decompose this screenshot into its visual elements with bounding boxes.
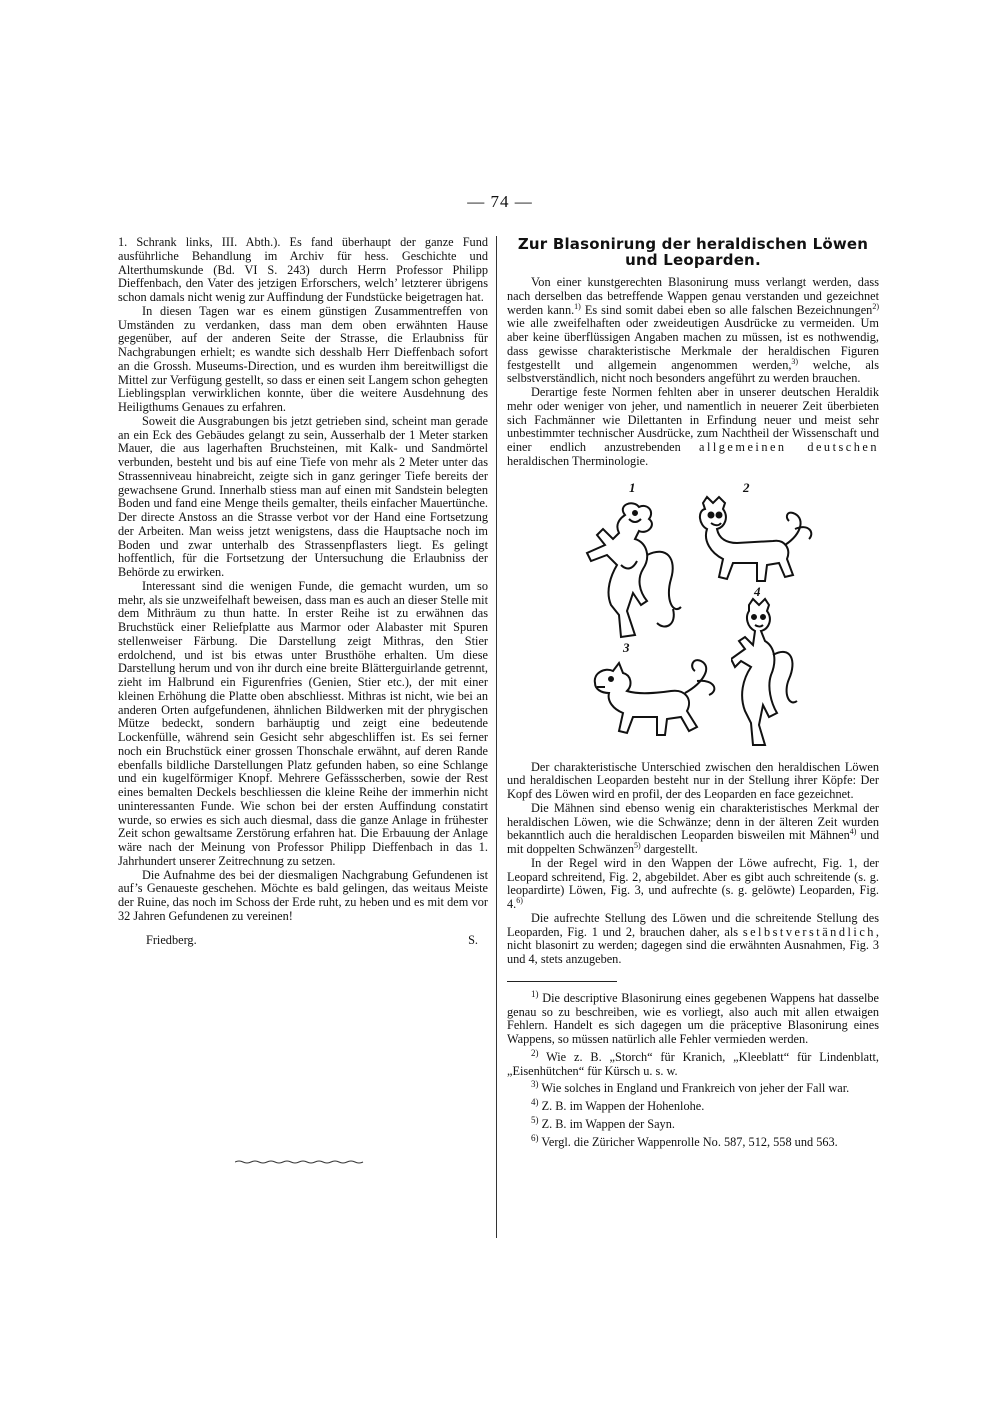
left-column [118,236,488,947]
left-paragraph-1: 1. Schrank links, III. Abth.). Es fand überhaupt der ganze Fund ausführliche Behandlung im Archiv für hess. Geschichte und Alterthumskunde (Bd. VI S. 243) durch Herrn Professor Philipp Dieffenbach, den Vater des jetzigen Erforschers, welch’ letzterer übrigens schon damals nicht wenig zur Auffindung der Fundstücke beigetragen hat. [118,235,488,304]
right-paragraph-1: Von einer kunstgerechten Blasonirung muss verlangt werden, dass nach derselben das betreffende Wappen genau verstanden und gezeichnet werden kann.$^{1)}$ Es sind somit dabei eben so alle falschen Bezeichnungen$^{2)}$ wie alle zweifelhaften oder zweideutigen Ausdrücke zu vermeiden. Um aber keine überflüssigen Angaben machen zu müssen, ist es nothwendig, dass gewisse charakteristische Merkmale der heraldischen Figuren festgestellt und allgemein angenommen werden,$^{3)}$ welche, als selbstverständlich, nicht noch besonders angeführt zu werden brauchen. [507,275,879,386]
right-paragraph-3: Der charakteristische Unterschied zwischen den heraldischen Löwen und heraldischen Leoparden besteht nur in der Stellung ihrer Köpfe: Der Kopf des Löwen wird en profil, der des Leoparden en face gezeichnet. [507,759,879,801]
page-number: — 74 — [467,192,533,211]
footnote-4: $^{4)}$ Z. B. im Wappen der Hohenlohe. [531,1097,705,1114]
author-initial: S. [468,932,478,947]
right-paragraph-4: Die Mähnen sind ebenso wenig ein charakteristisches Merkmal der heraldischen Löwen, wie die Schwänze; denn in der älteren Zeit wurden bekanntlich auch die heraldischen Leoparden bisweilen mit Mähnen$^{4)}$ und mit doppelten Schwänzen$^{5)}$ dargestellt. [507,800,879,856]
rampant-leopard-figure [731,595,801,750]
signature-line [146,934,478,948]
left-paragraph-5: Die Aufnahme des bei der diesmaligen Nachgrabung Gefundenen ist auf’s Genaueste geschehen. Möchte es bald gelingen, das weitaus Meiste der Ruine, das noch im Schoss der Erde ruht, zu heben und es mit dem vor 32 Jahren Gefundenen zu vereinen! [118,867,488,923]
left-paragraph-4: Interessant sind die wenigen Funde, die gemacht wurden, um so mehr, als sie unzweifelhaft beweisen, dass man es auch an dieser Stelle mit dem Mithräum zu thun hatte. In erster Reihe ist zu erwähnen das Bruchstück einer Reliefplatte aus Marmor oder Alabaster mit Spuren stellenweiser Färbung. Die Darstellung zeigt Mithras, den Stier erdolchend, und ist bis etwas unter Brusthöhe erhalten. Um diese Darstellung herum und von ihr durch eine breite Blätterguirlande getrennt, zieht im Halbrund ein Figurenfries (Genien, Stier etc.), der mit einer kleinen Erhöhung die Platte oben abschliesst. Mithras ist nicht, wie bei an anderen Orten aufgefundenen, ähnlichen Bildwerken mit der phrygischen Mütze bedeckt, sondern barhäuptig und zeigt eine bedeutende Lockenfülle, während sein Gesicht sehr abgeschliffen ist. Es sei ferner noch ein Bruchstück einer grossen Thonschale erwähnt, auf deren Rande ebenfalls bildliche Darstellungen Platz gefunden haben, so eine Schlange und ein kugelförmiger Knopf. Mehrere Gefässscherben, sowie der Rest eines bemalten Deckels beschliessen die kleine Reihe der immerhin nicht uninteressanten Funde. Wie schon bei der ersten Auffindung constatirt wurde, so erwies es sich auch diesmal, dass die ganze Anlage in frühester Zeit schon gewaltsame Zerstörung erfahren hat. Die Erbauung der Anlage wäre nach der Meinung von Professor Philipp Dieffenbach in das 1. Jahrhundert unserer Zeitrechnung zu setzen. [118,578,488,868]
passant-leopard-figure [693,493,823,593]
footnote-2: $^{2)}$ Wie z. B. „Storch“ für Kranich, „Kleeblatt“ für Lindenblatt, „Eisenhütchen“ für Kürsch u. s. w. [507,1047,879,1078]
figure-label-2: 2 [743,479,750,495]
footnotes [507,988,879,1150]
column-divider [496,236,497,1238]
footnote-5: $^{5)}$ Z. B. im Wappen der Sayn. [531,1115,675,1132]
footnote-6: $^{6)}$ Vergl. die Züricher Wappenrolle No. 587, 512, 558 und 563. [531,1132,838,1150]
right-column [507,236,879,1150]
footnote-1: $^{1)}$ Die descriptive Blasonirung eines gegebenen Wappens hat dasselbe genau so zu beschreiben, wie es vorliegt, also auch mit allen etwaigen Fehlern. Handelt es sich dagegen um die präceptive Blasonirung eines Wappens, so müssen natürlich alle Fehler vermieden werden. [507,988,879,1047]
figure-label-3: 3 [623,639,630,655]
footnote-3: $^{3)}$ Wie solches in England und Frankreich von jeher der Fall war. [531,1079,850,1096]
right-paragraph-6: Die aufrechte Stellung des Löwen und die schreitende Stellung des Leoparden, Fig. 1 und 2, brauchen daher, als selbstverständlich, nicht blasonirt zu werden; dagegen sind die erwähnten Ausnahmen, Fig. 3 und 4, stets anzugeben. [507,910,879,966]
left-paragraph-2: In diesen Tagen war es einem günstigen Zusammentreffen von Umständen zu verdanken, dass man dem oben erwähnten Hause gegenüber, auf der anderen Seite der Strasse, die Erlaubniss für Nachgrabungen erhielt; es wandte sich desshalb Herr Dieffenbach sofort an die Grossh. Museums-Direction, und es wurden ihm bereitwilligst die Mittel zur Verfügung gestellt, so dass er einen seit Langem schon gehegten Lieblingsplan verwirklichen konnte, über die weitere Ausdehnung des Heiligthums Genaues zu erfahren. [118,303,488,414]
figure-label-1: 1 [629,479,636,495]
place-name: Friedberg. [146,932,197,947]
rampant-lion-figure [577,495,687,645]
end-ornament-rule [235,1160,365,1164]
passant-lion-figure [587,653,722,748]
left-paragraph-3: Soweit die Ausgrabungen bis jetzt getrieben sind, scheint man gerade an ein Eck des Gebäudes gelangt zu sein, Ausserhalb der 1 Meter starken Mauer, die aus lagerhaften Bruchsteinen, mit Kalk- und Sandmörtel verbunden, besteht und bis auf eine Tiefe von mehr als 2 Meter unter das Strassenniveau hinabreicht, zeigte sich in ganz geringer Tiefe bereits der gewachsene Grund. Innerhalb stiess man auf einen mit Sandstein belegten Boden und fand eine Menge theils gemalter, theils einfacher Mauertünche. Der directe Anstoss an die Strasse verbot vor der Hand eine Fortsetzung der Arbeiten. Man weiss jetzt wenigstens, dass die Hauptsache noch im Boden und zwar unterhalb des Strassenpflasters liegt. Es gelingt hoffentlich, für die Fortsetzung der Untersuchung die Erlaubniss der Behörde zu erwirken. [118,413,488,579]
article-heading: Zur Blasonirung der heraldischen Löwen und Leoparden. [517,235,869,269]
figure-label-4: 4 [754,583,761,599]
right-paragraph-2: Derartige feste Normen fehlten aber in unserer deutschen Heraldik mehr oder weniger von jeher, und namentlich in neuerer Zeit überbieten sich Fachmänner wie Dilettanten in Erfindung neuer und meist sehr unbestimmter technischer Ausdrücke, zum Nachtheil der Wissenschaft und einer endlich anzustrebenden allgemeinen deutschen heraldischen Therminologie. [507,385,879,468]
right-paragraph-5: In der Regel wird in den Wappen der Löwe aufrecht, Fig. 1, der Leopard schreitend, Fig. 2, abgebildet. Aber es gibt auch schreitende (s. g. leopardirte) Löwen, Fig. 3, und aufrechte (s. g. gelöwte) Leoparden, Fig. 4.$^{6)}$ [507,855,879,911]
footnote-rule [507,981,617,982]
heraldic-figures [507,477,879,755]
